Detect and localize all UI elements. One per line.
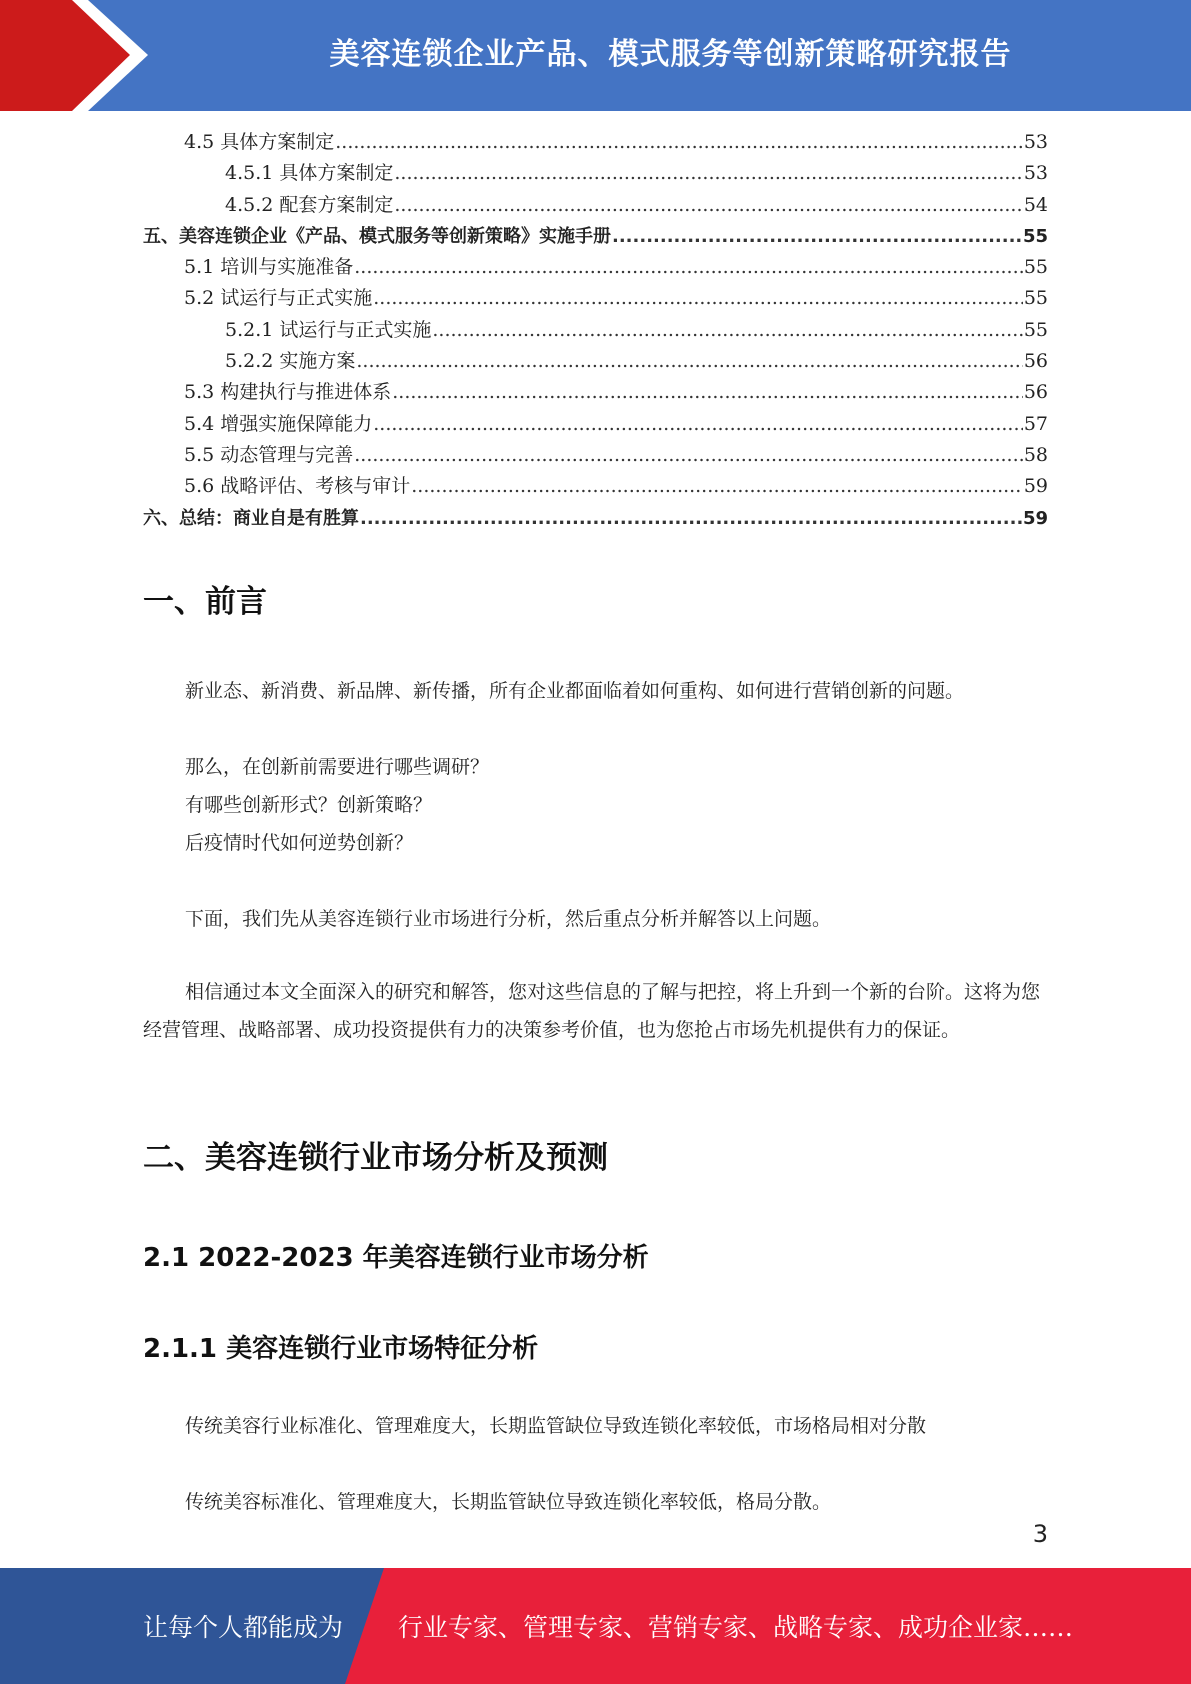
toc-entry-page: 53 (1023, 131, 1048, 153)
question-line: 有哪些创新形式？创新策略？ (185, 794, 433, 816)
toc-entry-page: 55 (1023, 318, 1048, 341)
toc-entry[interactable] (143, 503, 1048, 534)
paragraph: 传统美容行业标准化、管理难度大，长期监管缺位导致连锁化率较低，市场格局相对分散 (185, 1415, 927, 1437)
toc-entry-page: 55 (1023, 256, 1048, 279)
toc-entry[interactable] (143, 315, 1048, 346)
toc-entry[interactable] (143, 221, 1048, 252)
toc-dot-leader (411, 471, 1023, 502)
toc-entry-title: 六、总结：商业自是有胜算 (143, 507, 359, 529)
toc-dot-leader (354, 440, 1023, 471)
toc-entry-page: 58 (1023, 443, 1048, 466)
toc-dot-leader (394, 190, 1022, 221)
toc-entry-title: 4.5.1 具体方案制定 (225, 162, 394, 185)
toc-entry-page: 53 (1023, 162, 1048, 185)
header-title: 美容连锁企业产品、模式服务等创新策略研究报告 (329, 37, 1012, 72)
toc-entry[interactable] (143, 190, 1048, 221)
table-of-contents (143, 127, 1048, 534)
toc-entry-page: 54 (1023, 193, 1048, 216)
subsection-heading: 2.1 2022-2023 年美容连锁行业市场分析 (143, 1243, 649, 1273)
subsection-heading: 2.1.1 美容连锁行业市场特征分析 (143, 1334, 539, 1364)
toc-entry-page: 56 (1023, 350, 1048, 373)
toc-dot-leader (373, 409, 1023, 440)
header-chevron-icon (0, 0, 160, 111)
paragraph: 相信通过本文全面深入的研究和解答，您对这些信息的了解与把控，将上升到一个新的台阶。这将为您经营管理、战略部署、成功投资提供有力的决策参考价值，也为您抢占市场先机提供有力的保证。 (143, 981, 1041, 1041)
toc-entry-page: 55 (1023, 287, 1048, 310)
toc-entry-title: 5.4 增强实施保障能力 (184, 412, 373, 435)
page-number: 3 (1032, 1520, 1048, 1548)
section-heading-preface: 一、前言 (143, 584, 267, 620)
page-footer (0, 1568, 1191, 1684)
toc-entry[interactable] (143, 346, 1048, 377)
toc-entry-title: 5.2.2 实施方案 (225, 350, 356, 373)
toc-entry[interactable] (143, 377, 1048, 408)
toc-entry-page: 55 (1022, 225, 1048, 247)
toc-dot-leader (392, 377, 1023, 408)
toc-dot-leader (432, 315, 1022, 346)
toc-entry-page: 56 (1023, 381, 1048, 404)
toc-entry[interactable] (143, 252, 1048, 283)
toc-entry-page: 57 (1023, 412, 1048, 435)
toc-entry[interactable] (143, 440, 1048, 471)
paragraph: 新业态、新消费、新品牌、新传播，所有企业都面临着如何重构、如何进行营销创新的问题。 (185, 680, 965, 702)
toc-entry-page: 59 (1023, 475, 1048, 498)
toc-dot-leader (356, 346, 1022, 377)
toc-entry-title: 5.1 培训与实施准备 (184, 256, 354, 279)
question-line: 那么，在创新前需要进行哪些调研？ (185, 756, 490, 778)
toc-entry-title: 五、美容连锁企业《产品、模式服务等创新策略》实施手册 (143, 225, 611, 247)
toc-dot-leader (373, 283, 1023, 314)
toc-entry-title: 5.3 构建执行与推进体系 (184, 381, 392, 404)
toc-entry[interactable] (143, 127, 1048, 158)
toc-dot-leader (394, 158, 1022, 189)
question-line: 后疫情时代如何逆势创新？ (185, 832, 414, 854)
footer-slogan-left: 让每个人都能成为 (143, 1613, 344, 1642)
toc-entry[interactable] (143, 158, 1048, 189)
toc-entry-page: 59 (1022, 507, 1048, 529)
toc-dot-leader (612, 221, 1022, 252)
toc-entry-title: 5.6 战略评估、考核与审计 (184, 475, 411, 498)
toc-entry-title: 4.5 具体方案制定 (184, 131, 335, 153)
toc-entry-title: 5.2 试运行与正式实施 (184, 287, 373, 310)
toc-dot-leader (335, 127, 1023, 158)
page-header (0, 0, 1191, 111)
paragraph: 下面，我们先从美容连锁行业市场进行分析，然后重点分析并解答以上问题。 (185, 908, 832, 930)
toc-dot-leader (360, 503, 1022, 534)
toc-entry-title: 5.5 动态管理与完善 (184, 443, 354, 466)
paragraph: 传统美容标准化、管理难度大，长期监管缺位导致连锁化率较低，格局分散。 (185, 1491, 832, 1513)
toc-entry[interactable] (143, 471, 1048, 502)
toc-entry[interactable] (143, 283, 1048, 314)
toc-entry-title: 4.5.2 配套方案制定 (225, 193, 394, 216)
section-heading-market-analysis: 二、美容连锁行业市场分析及预测 (143, 1140, 608, 1176)
toc-entry-title: 5.2.1 试运行与正式实施 (225, 318, 432, 341)
footer-slogan-right: 行业专家、管理专家、营销专家、战略专家、成功企业家…… (398, 1613, 1074, 1642)
toc-entry[interactable] (143, 409, 1048, 440)
toc-dot-leader (354, 252, 1023, 283)
